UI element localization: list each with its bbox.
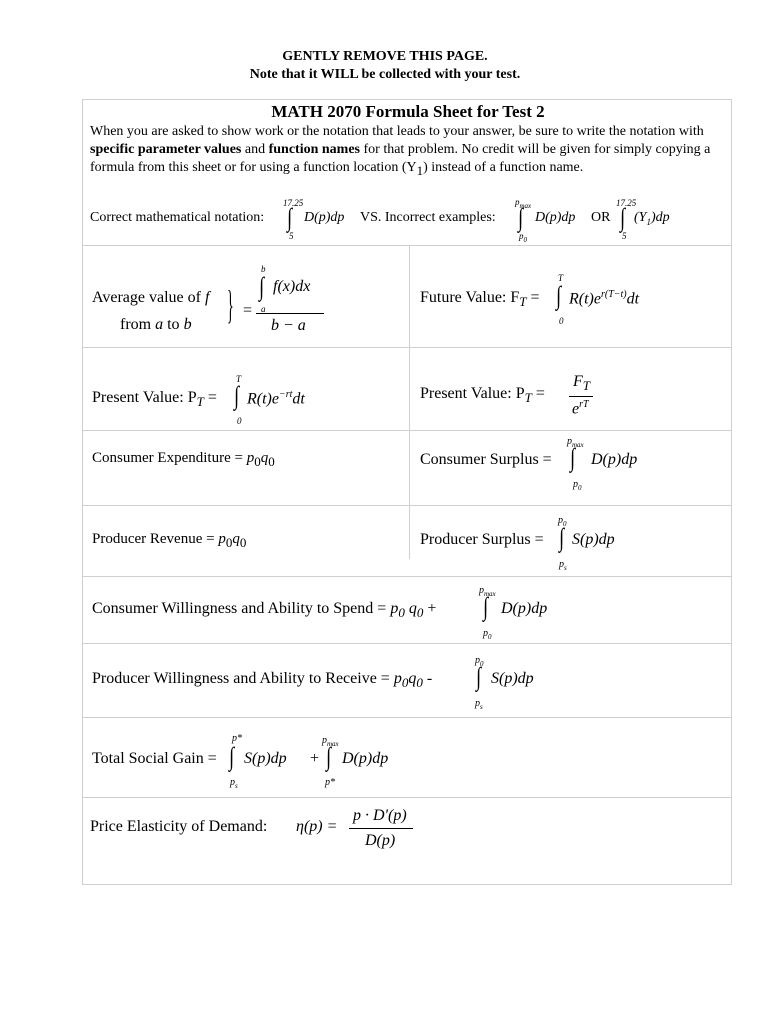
divider bbox=[83, 797, 731, 798]
integral-sign: ∫ bbox=[287, 203, 293, 232]
column-divider bbox=[409, 245, 410, 559]
sheet-title: MATH 2070 Formula Sheet for Test 2 bbox=[271, 102, 545, 121]
divider bbox=[83, 430, 731, 431]
header-line-2: Note that it WILL be collected with your test. bbox=[249, 67, 521, 82]
consumer-expenditure-formula: Consumer Expenditure = $p_0q_0$ bbox=[92, 450, 275, 469]
left-brace: } bbox=[227, 282, 234, 327]
producer-revenue-formula: Producer Revenue = $p_0q_0$ bbox=[92, 531, 247, 550]
divider bbox=[83, 245, 731, 246]
header-line-1: GENTLY REMOVE THIS PAGE. bbox=[282, 49, 488, 64]
sheet-intro: When you are asked to show work or the notation that leads to your answer, be sure to write the notation with specific parameter values and function names for that problem. No credit will be given for simply copying a formula from this sheet or for using a function location $(Y_1)$ instead of a function name. bbox=[90, 124, 711, 178]
divider bbox=[83, 347, 731, 348]
formula-sheet: MATH 2070 Formula Sheet for Test 2 When you are asked to show work or the notation that leads to your answer, be sure to write the notation with specific parameter values and function names for that problem. No credit will be given for simply copying a formula from this sheet or for using a function location $(Y_1)$ instead of a function name. Correct mathematical notation: 17.25 ∫ 5 D(p)dp VS. Incorrect examples: $p_{max}$ ∫ $p_0$ D(p)dp OR 17.25 ∫ 5 $(Y_1)dp$ Average value of f from a to b } = b ∫ a f(x)dx b − a Future Value: $F_T$ = T ∫ 0 $R(t)e^{r(T-t)}dt$ Present Value: $P_T$ = T ∫ 0 $R(t)e^{-rt}dt$ Present Value: $P_T$ = $F_T$ $e^{rT}$ Consumer Expenditure = $p_0q_0$ Consumer Surplus = $p_{max}$ ∫ $p_0$ D(p)dp Producer Revenue = $p_0q_0$ Producer Surplus = $p_0$ ∫ $p_s$ S(p)dp Consumer Willingness and Ability to Spend = $p_0$ $q_0$ + $p_{max}$ ∫ $p_0$ D(p)dp Producer Willingness and Ability to Receive = $p_0q_0$ - $p_0$ ∫ $p_s$ S(p)dp Total Social Gain = p* ∫ $p_s$ S(p)dp + $p_{max}$ ∫ p* D(p)dp Price Elasticity of Demand: η(p) = p · D′(p) D(p) bbox=[82, 99, 732, 885]
divider bbox=[83, 505, 731, 506]
divider bbox=[83, 643, 731, 644]
divider bbox=[83, 576, 731, 577]
divider bbox=[83, 717, 731, 718]
correct-label: Correct mathematical notation: bbox=[90, 210, 265, 225]
